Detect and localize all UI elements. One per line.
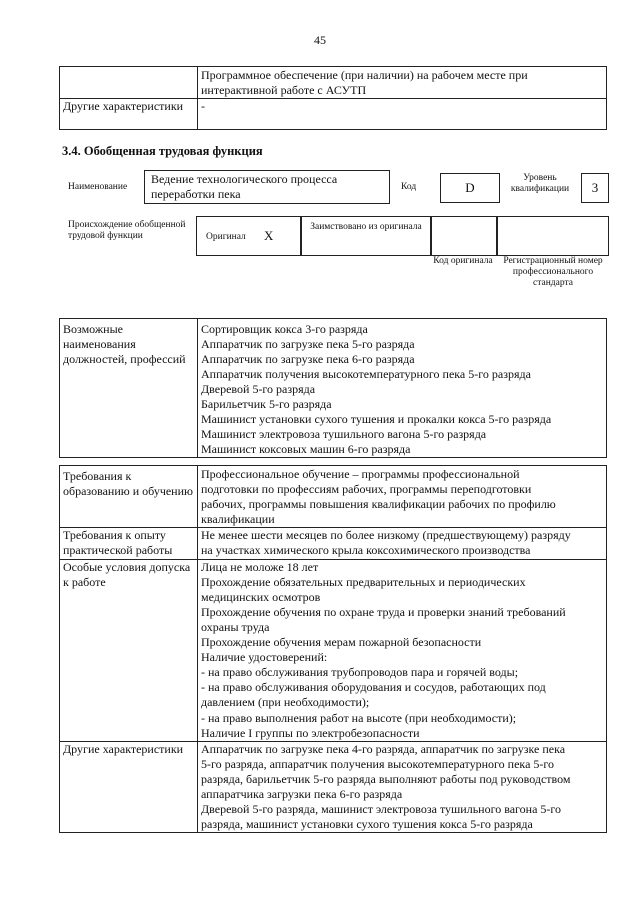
- table-row: [60, 741, 607, 833]
- text-line: охраны труда: [201, 619, 270, 634]
- top-table: [59, 66, 607, 130]
- text-line: медицинских осмотров: [201, 589, 321, 604]
- admission-label: Особые условия допуска к работе: [60, 559, 198, 741]
- text-line: Дверевой 5-го разряда, машинист электровоза тушильного вагона 5-го: [201, 802, 562, 817]
- level-label: Уровень квалификации: [510, 173, 570, 194]
- positions-label: Возможные наименования должностей, профессий: [60, 319, 198, 458]
- text-line: - на право обслуживания оборудования и сосудов, работающих под: [201, 680, 546, 695]
- function-name-box: Ведение технологического процесса переработки пека: [144, 170, 390, 204]
- requirements-table: [59, 465, 607, 833]
- table-cell-label: [60, 67, 198, 99]
- other-label: Другие характеристики: [60, 741, 198, 833]
- text-line: - на право выполнения работ на высоте (при необходимости);: [201, 710, 517, 725]
- origin-code-label: Код оригинала: [433, 256, 493, 266]
- text-line: Прохождение обучения по охране труда и проверки знаний требований: [201, 604, 566, 619]
- text-line: рабочих, программы повышения квалификации рабочих по профилю: [201, 497, 556, 512]
- table-row: [60, 559, 607, 741]
- positions-list: [198, 319, 607, 458]
- text-line: Наличие удостоверений:: [201, 650, 328, 665]
- reg-number-cell: [496, 216, 609, 256]
- position-item: Аппаратчик по загрузке пека 6-го разряда: [201, 352, 415, 366]
- table-row: [60, 466, 607, 528]
- experience-label: Требования к опыту практической работы: [60, 528, 198, 559]
- position-item: Машинист коксовых машин 6-го разряда: [201, 442, 411, 456]
- original-mark: X: [264, 228, 274, 243]
- position-item: Аппаратчик получения высокотемпературного пека 5-го разряда: [201, 367, 531, 381]
- text-line: Наличие I группы по электробезопасности: [201, 725, 420, 740]
- text-line: на участках химического крыла коксохимического производства: [201, 543, 531, 558]
- code-label: Код: [401, 182, 417, 192]
- experience-value: [198, 528, 607, 559]
- origin-code-cell: [430, 216, 498, 256]
- text-line: аппаратчика загрузки пека 6-го разряда: [201, 786, 403, 801]
- table-row: [60, 528, 607, 559]
- borrowed-label: Заимствовано из оригинала: [310, 222, 422, 232]
- table-row: [60, 319, 607, 458]
- table-cell-value: Программное обеспечение (при наличии) на рабочем месте при интерактивной работе с АСУТП: [198, 67, 607, 99]
- text-line: подготовки по профессиям рабочих, программы переподготовки: [201, 482, 532, 497]
- education-value: [198, 466, 607, 528]
- text-line: разряда, машинист установки сухого тушения кокса 5-го разряда: [201, 817, 533, 832]
- admission-value: [198, 559, 607, 741]
- text-line: давлением (при необходимости);: [201, 695, 370, 710]
- text-line: - на право обслуживания трубопроводов пара и горячей воды;: [201, 665, 519, 680]
- section-title: 3.4. Обобщенная трудовая функция: [62, 144, 263, 158]
- original-label: Оригинал: [206, 232, 246, 242]
- level-value-box: 3: [581, 173, 609, 203]
- text-line: Лица не моложе 18 лет: [201, 559, 319, 574]
- text-line: Прохождение обучения мерам пожарной безопасности: [201, 635, 482, 650]
- text-line: Прохождение обязательных предварительных и периодических: [201, 574, 526, 589]
- text-line: разряда, барильетчик 5-го разряда выполняют работы под руководством: [201, 771, 571, 786]
- positions-table: [59, 318, 607, 458]
- table-cell-label: Другие характеристики: [60, 99, 198, 130]
- text-line: Аппаратчик по загрузке пека 4-го разряда, аппаратчик по загрузке пека: [201, 741, 566, 756]
- position-item: Барильетчик 5-го разряда: [201, 397, 332, 411]
- education-label: Требования к образованию и обучению: [60, 466, 198, 528]
- position-item: Машинист электровоза тушильного вагона 5-го разряда: [201, 427, 487, 441]
- position-item: Сортировщик кокса 3-го разряда: [201, 322, 368, 336]
- table-cell-value: -: [198, 99, 607, 130]
- name-label: Наименование: [68, 182, 128, 192]
- origin-label: Происхождение обобщенной трудовой функции: [68, 220, 186, 241]
- code-value-box: D: [440, 173, 500, 203]
- position-item: Аппаратчик по загрузке пека 5-го разряда: [201, 337, 415, 351]
- text-line: квалификации: [201, 512, 275, 527]
- table-row: [60, 67, 607, 99]
- table-row: [60, 99, 607, 130]
- position-item: Машинист установки сухого тушения и прокалки кокса 5-го разряда: [201, 412, 552, 426]
- text-line: Не менее шести месяцев по более низкому (предшествующему) разряду: [201, 528, 571, 543]
- other-value: [198, 741, 607, 833]
- position-item: Дверевой 5-го разряда: [201, 382, 316, 396]
- page-number: 45: [314, 33, 326, 47]
- text-line: Профессиональное обучение – программы профессиональной: [201, 467, 520, 481]
- reg-number-label: Регистрационный номер профессионального стандарта: [503, 256, 603, 288]
- text-line: 5-го разряда, аппаратчик получения высокотемпературного пека 5-го: [201, 756, 555, 771]
